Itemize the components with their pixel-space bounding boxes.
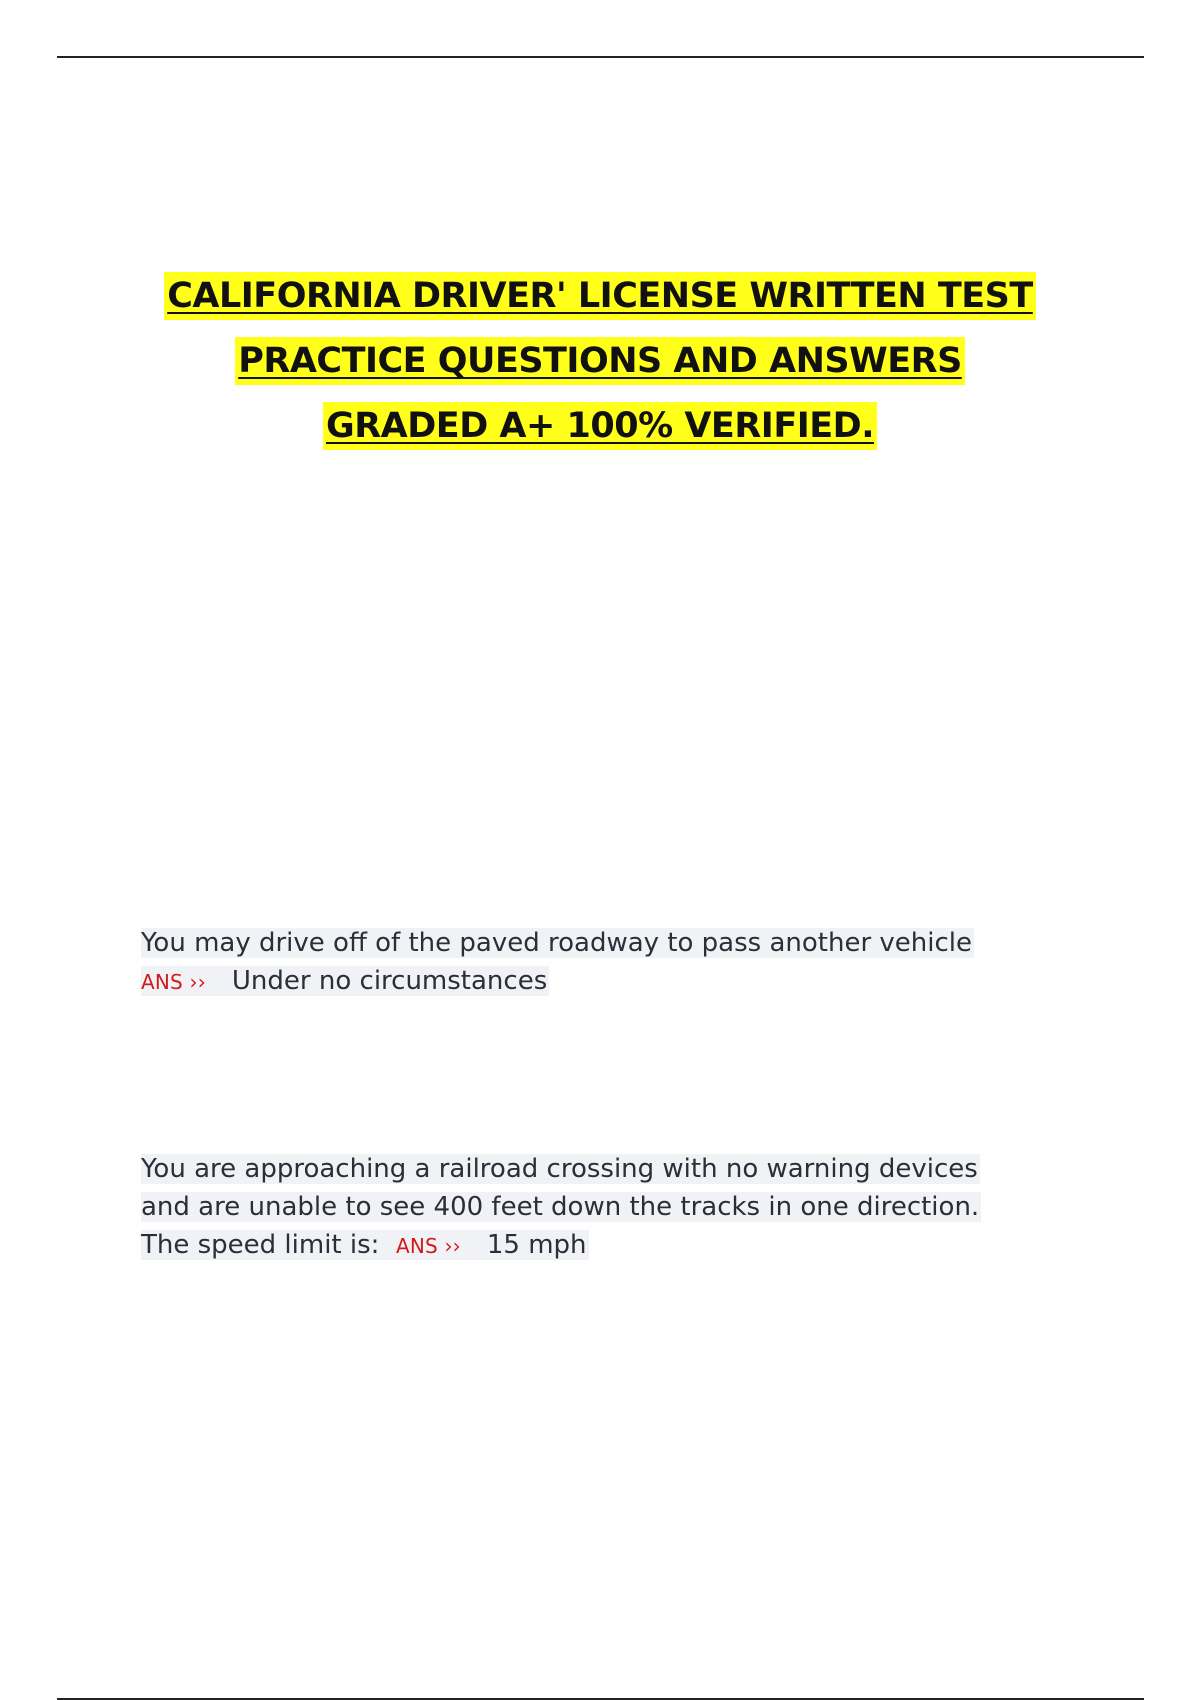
question-1-line-1 — [141, 924, 974, 962]
question-2-text-3: The speed limit is: — [141, 1230, 380, 1260]
document-title — [0, 272, 1200, 467]
question-2-line-2 — [141, 1188, 981, 1226]
answer-1-text: Under no circumstances — [231, 966, 548, 996]
answer-2-text: 15 mph — [486, 1230, 587, 1260]
header-rule — [57, 56, 1144, 58]
question-2-text-2: and are unable to see 400 feet down the tracks in one direction. — [141, 1192, 980, 1222]
question-block-1 — [141, 924, 974, 1000]
question-2-line-1 — [141, 1150, 981, 1188]
question-1-text: You may drive off of the paved roadway to pass another vehicle — [141, 928, 972, 958]
question-2-line-3 — [141, 1226, 981, 1264]
title-line-2 — [0, 337, 1200, 385]
question-block-2 — [141, 1150, 981, 1264]
title-line-1-text: CALIFORNIA DRIVER' LICENSE WRITTEN TEST — [164, 272, 1036, 320]
answer-2-tag: ANS ›› — [395, 1234, 461, 1258]
title-line-2-text: PRACTICE QUESTIONS AND ANSWERS — [235, 337, 965, 385]
question-2-text-1: You are approaching a railroad crossing with no warning devices — [141, 1154, 978, 1184]
answer-1-tag: ANS ›› — [141, 970, 206, 994]
answer-1-line — [141, 962, 974, 1000]
title-line-1 — [0, 272, 1200, 320]
title-line-3-text: GRADED A+ 100% VERIFIED. — [323, 402, 877, 450]
title-line-3 — [0, 402, 1200, 450]
